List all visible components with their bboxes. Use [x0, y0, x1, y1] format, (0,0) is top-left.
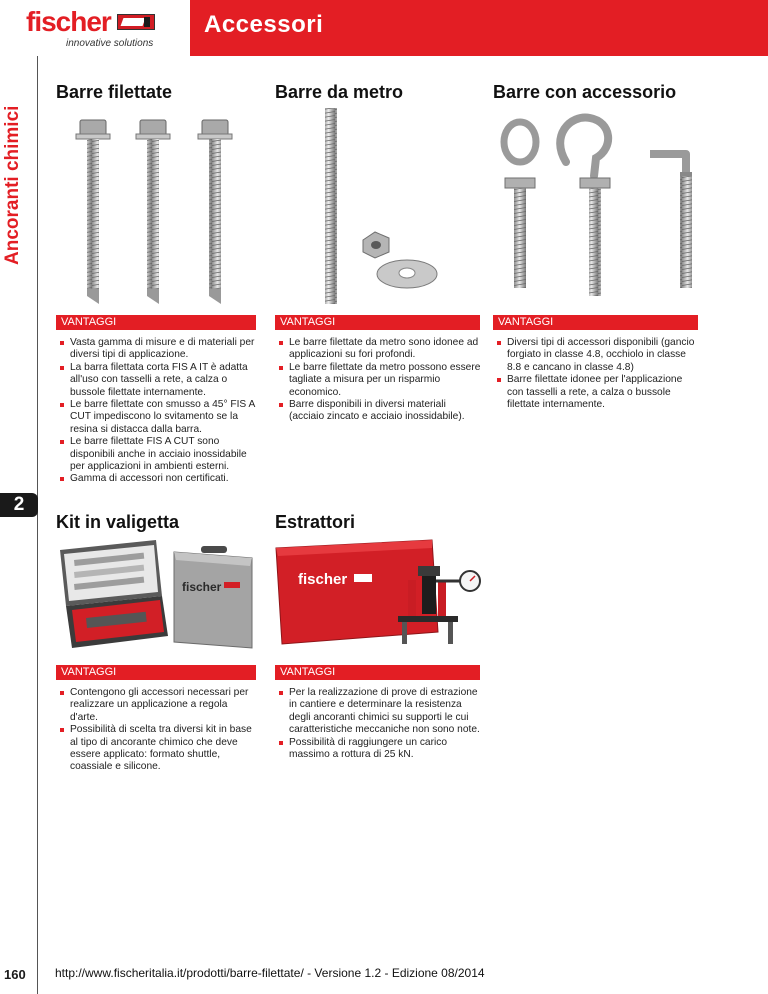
rod-1: [76, 120, 110, 304]
benefits-list-kit-in-valigetta: [60, 687, 258, 774]
section-title-barre-da-metro: Barre da metro: [275, 82, 404, 102]
list-item: La barra filettata corta FIS A IT è adatta all'uso con tasselli a rete, a calza o bussole filettate internamente.: [60, 362, 258, 399]
list-item: Barre disponibili in diversi materiali (acciaio zincato e acciaio inossidabile).: [279, 399, 481, 424]
section-title-barre-filettate: Barre filettate: [56, 82, 173, 102]
page-title: Accessori: [204, 11, 324, 38]
list-item: Gamma di accessori non certificati.: [60, 473, 258, 485]
list-item: Le barre filettate da metro possono essere tagliate a misura per un risparmio economico.: [279, 362, 481, 399]
section-title-estrattori: Estrattori: [275, 512, 356, 532]
list-item: Le barre filettate da metro sono idonee ad applicazioni su fori profondi.: [279, 337, 481, 362]
extractor-image: [272, 536, 482, 656]
list-item: Possibilità di raggiungere un carico massimo a rottura di 25 kN.: [279, 737, 481, 762]
list-item: Possibilità di scelta tra diversi kit in base al tipo di ancorante chimico che deve essere applicato: formato shuttle, coassiale e silicone.: [60, 724, 258, 774]
accessory-rods-image: [490, 106, 700, 312]
threaded-rods-image: [56, 106, 256, 312]
case-brand-label: fischer: [182, 580, 222, 594]
page-number: 160: [4, 967, 26, 982]
brand-wordmark: fischer: [26, 6, 111, 37]
benefits-list-barre-da-metro: [279, 337, 481, 424]
meter-rod-image: [275, 106, 475, 312]
vantaggi-bar: VANTAGGI: [56, 315, 256, 330]
page-header: [0, 0, 768, 56]
list-item: Contengono gli accessori necessari per realizzare un applicazione a regola d'arte.: [60, 687, 258, 724]
list-item: Vasta gamma di misure e di materiali per diversi tipi di applicazione.: [60, 337, 258, 362]
vantaggi-bar: VANTAGGI: [275, 665, 480, 680]
chapter-tab: 2: [0, 493, 38, 517]
header-banner: [190, 0, 768, 56]
vantaggi-bar: VANTAGGI: [493, 315, 698, 330]
list-item: Barre filettate idonee per l'applicazione con tasselli a rete, a calza o bussole filettate internamente.: [497, 374, 699, 411]
list-item: Le barre filettate con smusso a 45° FIS A CUT impediscono lo svitamento se la resina si distacca dalla barra.: [60, 399, 258, 436]
vantaggi-bar: VANTAGGI: [275, 315, 480, 330]
side-divider: [37, 56, 38, 994]
kit-case-image: [56, 536, 256, 656]
section-title-barre-con-accessorio: Barre con accessorio: [493, 82, 677, 102]
chapter-label: Ancoranti chimici: [2, 105, 23, 265]
rod-2: [136, 120, 170, 304]
benefits-list-estrattori: [279, 687, 481, 761]
brand-tagline: innovative solutions: [66, 38, 154, 49]
list-item: Per la realizzazione di prove di estrazione in cantiere e determinare la resistenza degli ancoranti chimici su supporti le cui caratteristiche meccaniche non sono note.: [279, 687, 481, 737]
brand-mark-icon: [117, 14, 155, 30]
section-title-kit-in-valigetta: Kit in valigetta: [56, 512, 180, 532]
case-brand-label: fischer: [298, 571, 348, 588]
list-item: Le barre filettate FIS A CUT sono disponibili anche in acciaio inossidabile per applicazioni in ambienti esterni.: [60, 436, 258, 473]
rod-3: [198, 120, 232, 304]
vantaggi-bar: VANTAGGI: [56, 665, 256, 680]
benefits-list-barre-con-accessorio: [497, 337, 699, 411]
footer-source-link[interactable]: http://www.fischeritalia.it/prodotti/barre-filettate/ - Versione 1.2 - Edizione 08/2014: [55, 966, 485, 980]
benefits-list-barre-filettate: [60, 337, 258, 486]
list-item: Diversi tipi di accessori disponibili (gancio forgiato in classe 4.8, occhiolo in classe 8.8 e cancano in classe 4.8): [497, 337, 699, 374]
